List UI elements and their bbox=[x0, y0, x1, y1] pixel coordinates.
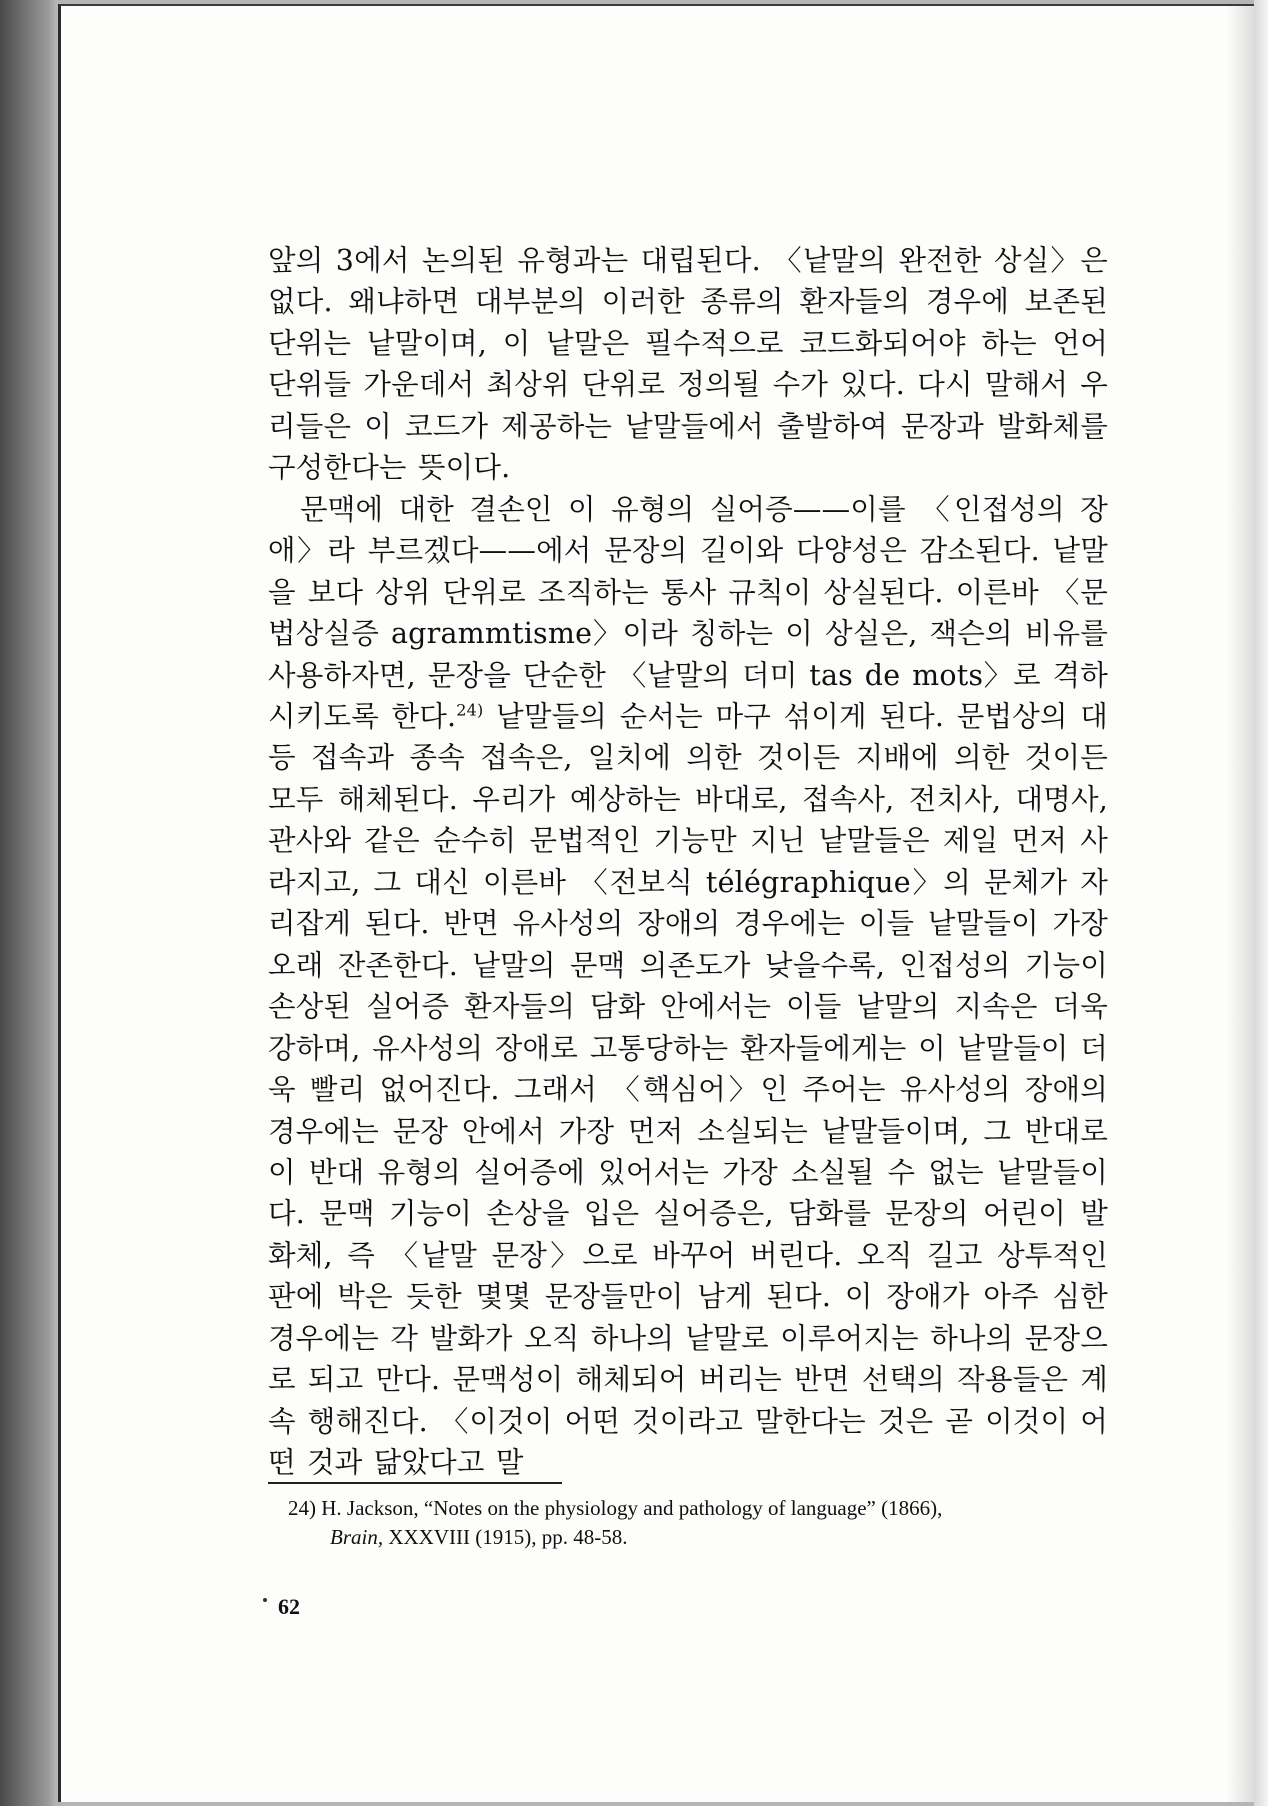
paragraph-1: 앞의 3에서 논의된 유형과는 대립된다. 〈낱말의 완전한 상실〉은 없다. 왜냐하면 대부분의 이러한 종류의 환자들의 경우에 보존된 단위는 낱말이며, 이 낱말은 필수적으로 코드화되어야 하는 언어 단위들 가운데서 최상위 단위로 정의될 수가 있다. 다시 말해서 우리들은 이 코드가 제공하는 낱말들에서 출발하여 문장과 발화체를 구성한다는 뜻이다. bbox=[268, 244, 1108, 485]
page-number bbox=[258, 1594, 300, 1620]
paragraph-2-part-a: 문맥에 대한 결손인 이 유형의 실어증——이를 〈인접성의 장애〉라 부르겠다——에서 문장의 길이와 다양성은 감소된다. 낱말을 보다 상위 단위로 조직하는 통사 규칙이 상실된다. 이른바 〈문법상실증 agrammtisme〉이라 칭하는 이 상실은, 잭슨의 비유를 사용하자면, 문장을 단순한 〈낱말의 더미 tas de mots〉로 격하시키도록 한다. bbox=[268, 492, 1108, 733]
paragraph-2 bbox=[268, 489, 1108, 1484]
footnote-line-2 bbox=[288, 1523, 1118, 1552]
paragraph-2-part-b: 낱말들의 순서는 마구 섞이게 된다. 문법상의 대등 접속과 종속 접속은, 일치에 의한 것이든 지배에 의한 것이든 모두 해체된다. 우리가 예상하는 바대로, 접속사, 전치사, 대명사, 관사와 같은 순수히 문법적인 기능만 지닌 낱말들은 제일 먼저 사라지고, 그 대신 이른바 〈전보식 télégraphique〉의 문체가 자리잡게 된다. 반면 유사성의 장애의 경우에는 이들 낱말들이 가장 오래 잔존한다. 낱말의 문맥 의존도가 낮을수록, 인접성의 기능이 손상된 실어증 환자들의 담화 안에서는 이들 낱말의 지속은 더욱 강하며, 유사성의 장애로 고통당하는 환자들에게는 이 낱말들이 더욱 빨리 없어진다. 그래서 〈핵심어〉인 주어는 유사성의 장애의 경우에는 문장 안에서 가장 먼저 소실되는 낱말들이며, 그 반대로 이 반대 유형의 실어증에 있어서는 가장 소실될 수 없는 낱말들이다. 문맥 기능이 손상을 입은 실어증은, 담화를 문장의 어린이 발화체, 즉 〈낱말 문장〉으로 바꾸어 버린다. 오직 길고 상투적인 판에 박은 듯한 몇몇 문장들만이 남게 된다. 이 장애가 아주 심한 경우에는 각 발화가 오직 하나의 낱말로 이루어지는 하나의 문장으로 되고 만다. 문맥성이 해체되어 버리는 반면 선택의 작용들은 계속 행해진다. 〈이것이 어떤 것이라고 말한다는 것은 곧 이것이 어떤 것과 닮았다고 말 bbox=[268, 699, 1109, 1480]
body-text bbox=[268, 240, 1108, 1484]
footnote-reference: 24) bbox=[456, 700, 484, 720]
page-number-text: 62 bbox=[278, 1594, 300, 1619]
footnote-line-1: 24) H. Jackson, “Notes on the physiology and pathology of language” (1866), bbox=[288, 1496, 943, 1520]
footnote bbox=[288, 1494, 1118, 1552]
footnote-divider bbox=[268, 1482, 562, 1484]
footnote-details: XXXVIII (1915), pp. 48-58. bbox=[383, 1525, 628, 1549]
footnote-journal: Brain, bbox=[330, 1525, 384, 1549]
page-shadow bbox=[1226, 6, 1254, 1802]
page-edge bbox=[1254, 0, 1268, 1806]
